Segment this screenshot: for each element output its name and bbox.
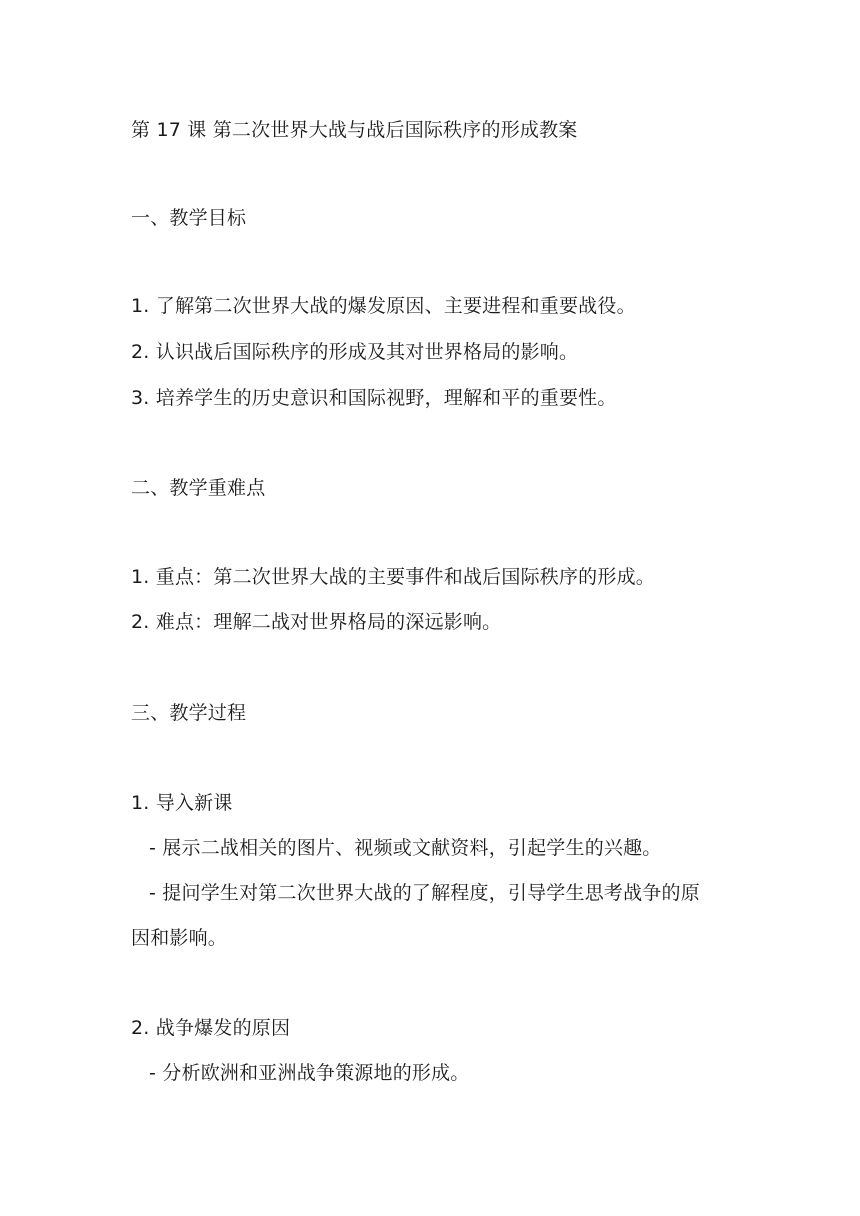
step-bullet: - 提问学生对第二次世界大战的了解程度，引导学生思考战争的原 xyxy=(149,882,700,904)
step-bullet: - 展示二战相关的图片、视频或文献资料，引起学生的兴趣。 xyxy=(149,837,662,859)
objective-item-3: 3. 培养学生的历史意识和国际视野，理解和平的重要性。 xyxy=(131,387,617,409)
step-title-causes: 2. 战争爆发的原因 xyxy=(131,1017,291,1039)
key-point-item-1: 1. 重点：第二次世界大战的主要事件和战后国际秩序的形成。 xyxy=(131,566,655,588)
section-heading-key-points: 二、教学重难点 xyxy=(131,477,266,499)
objective-item-2: 2. 认识战后国际秩序的形成及其对世界格局的影响。 xyxy=(131,341,579,363)
key-point-item-2: 2. 难点：理解二战对世界格局的深远影响。 xyxy=(131,611,502,633)
step-title-intro: 1. 导入新课 xyxy=(131,792,233,814)
step-bullet-continuation: 因和影响。 xyxy=(131,927,228,949)
section-heading-process: 三、教学过程 xyxy=(131,702,247,724)
document-title: 第 17 课 第二次世界大战与战后国际秩序的形成教案 xyxy=(131,119,578,141)
section-heading-objectives: 一、教学目标 xyxy=(131,207,247,229)
step-bullet: - 分析欧洲和亚洲战争策源地的形成。 xyxy=(149,1062,470,1084)
objective-item-1: 1. 了解第二次世界大战的爆发原因、主要进程和重要战役。 xyxy=(131,295,636,317)
